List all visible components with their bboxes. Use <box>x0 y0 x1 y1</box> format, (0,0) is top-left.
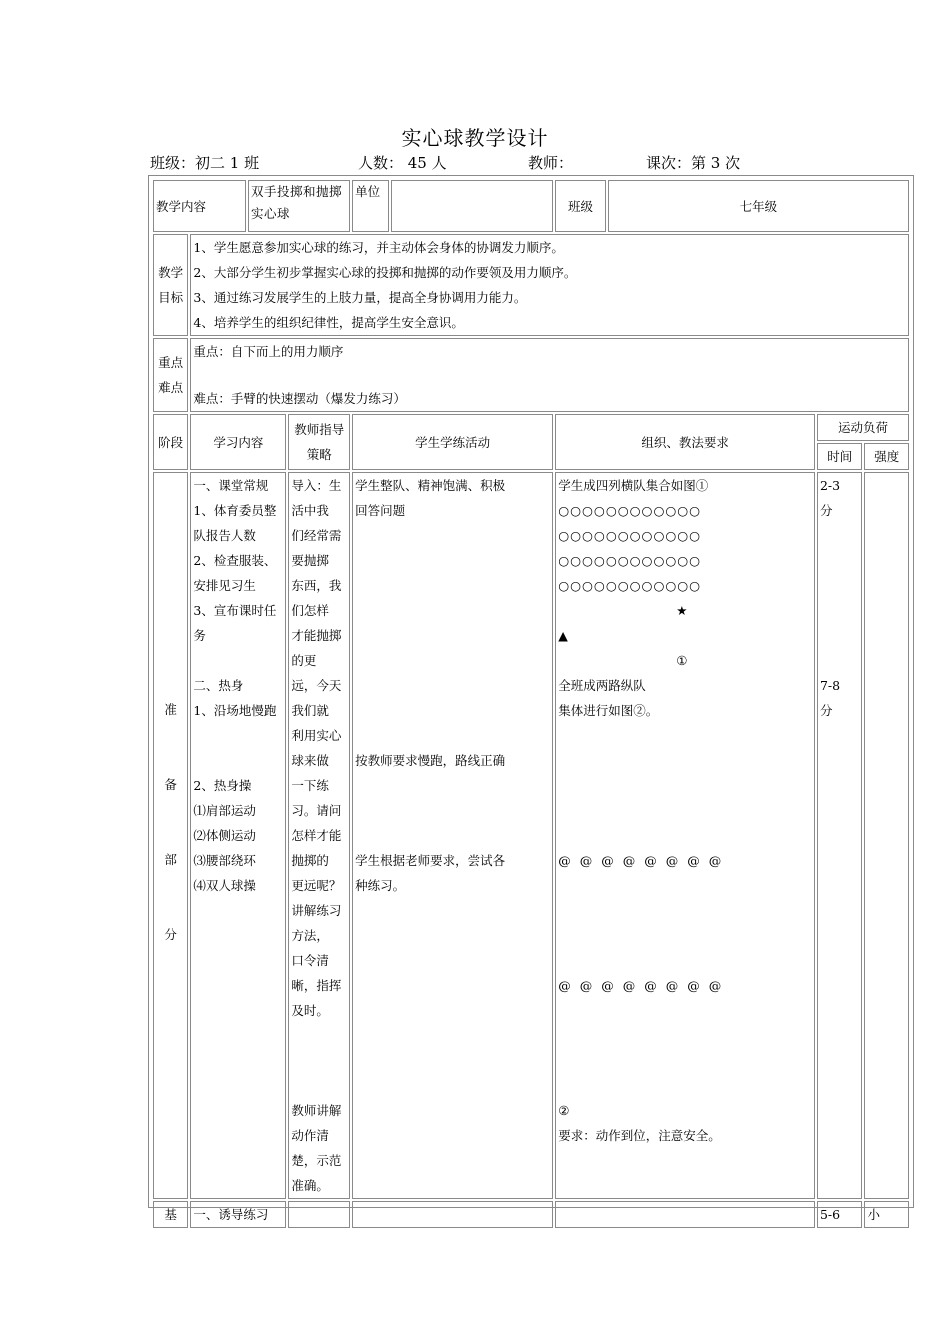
student-count: 人数： 45 人 <box>358 154 447 172</box>
prep-student-line: 学生根据老师要求，尝试各 <box>355 853 506 868</box>
lesson-plan-table-frame <box>148 175 914 1222</box>
prep-teacher-line: 讲解练习方法， <box>291 903 342 943</box>
class-info: 班级：初二 1 班 <box>150 154 260 172</box>
prep-content-line: 务 <box>193 628 206 643</box>
prep-content-line: 1、沿场地慢跑 <box>193 703 277 718</box>
formation-circle-row: ○○○○○○○○○○○○ <box>558 553 702 568</box>
basic-intensity: 小 <box>864 1201 909 1228</box>
prep-stage-char: 准 <box>164 702 177 717</box>
prep-teacher-line: 远，今天我们就 <box>291 678 342 718</box>
prep-teacher-line: 怎样才能抛掷的 <box>291 828 342 868</box>
prep-teacher-line: 东西，我们怎样 <box>291 578 342 618</box>
class-label: 班级 <box>555 180 606 232</box>
key-point: 重点：自下而上的用力顺序 <box>193 344 344 359</box>
unit-value <box>391 180 553 232</box>
prep-student-line: 回答问题 <box>355 503 406 518</box>
prep-content-line: ⑵体侧运动 <box>193 828 256 843</box>
prep-time-value: 2-3 <box>819 478 841 493</box>
row-preparation <box>153 472 909 1199</box>
basic-stage: 基 <box>153 1201 188 1228</box>
page-title: 实心球教学设计 <box>401 126 549 150</box>
formation-circle-row: ○○○○○○○○○○○○ <box>558 503 702 518</box>
formation-at-row: @ @ @ @ @ @ @ @ <box>558 853 722 868</box>
row-content <box>153 180 909 232</box>
goals-list <box>190 234 909 336</box>
goals-label <box>153 234 188 336</box>
goal-item: 2、大部分学生初步掌握实心球的投掷和抛掷的动作要领及用力顺序。 <box>193 265 577 280</box>
header-content: 学习内容 <box>190 414 286 470</box>
prep-student-line: 按教师要求慢跑，路线正确 <box>355 753 506 768</box>
prep-content-line: 安排见习生 <box>193 578 256 593</box>
prep-content-line: ⑶腰部绕环 <box>193 853 256 868</box>
header-org: 组织、教法要求 <box>555 414 815 470</box>
figure-1-label: ① <box>676 653 688 668</box>
row-goals <box>153 234 909 336</box>
figure-2-label: ② <box>558 1103 570 1118</box>
prep-teacher-line: 利用实心球来做 <box>291 728 342 768</box>
basic-org <box>555 1201 815 1228</box>
prep-time-value: 7-8 <box>819 678 841 693</box>
prep-content <box>190 472 286 1199</box>
difficult-point: 难点：手臂的快速摆动（爆发力练习） <box>193 391 406 406</box>
prep-content-line: 3、宣布课时任 <box>193 603 277 618</box>
basic-student <box>352 1201 553 1228</box>
formation-circle-row: ○○○○○○○○○○○○ <box>558 578 702 593</box>
prep-teacher-line: 更远呢？ <box>291 878 342 893</box>
goal-item: 4、培养学生的组织纪律性，提高学生安全意识。 <box>193 315 464 330</box>
header-teacher: 教师指导策略 <box>288 414 350 470</box>
row-basic <box>153 1201 909 1228</box>
content-value: 双手投掷和抛掷实心球 <box>248 180 350 232</box>
prep-teacher <box>288 472 350 1199</box>
prep-time <box>817 472 862 1199</box>
prep-teacher-line: 教师讲解动作清 <box>291 1103 342 1143</box>
prep-time-unit: 分 <box>819 703 833 718</box>
prep-content-line: 二、热身 <box>193 678 244 693</box>
goals-label-bottom: 目标 <box>158 290 184 305</box>
prep-organization <box>555 472 815 1199</box>
header-stage: 阶段 <box>153 414 188 470</box>
basic-content: 一、诱导练习 <box>190 1201 286 1228</box>
header-intensity: 强度 <box>864 443 909 470</box>
row-keypoints <box>153 338 909 412</box>
prep-teacher-line: 导入：生活中我 <box>291 478 342 518</box>
prep-content-line: 队报告人数 <box>193 528 256 543</box>
row-headers <box>153 414 909 441</box>
prep-teacher-line: 及时。 <box>291 1003 329 1018</box>
goal-item: 3、通过练习发展学生的上肢力量，提高全身协调用力能力。 <box>193 290 527 305</box>
basic-time: 5-6 <box>817 1201 862 1228</box>
prep-content-line: 2、检查服装、 <box>193 553 277 568</box>
prep-teacher-line: 们经常需要抛掷 <box>291 528 342 568</box>
keypoints-cell <box>190 338 909 412</box>
prep-teacher-line: 口令清晰，指挥 <box>291 953 342 993</box>
triangle-icon: ▲ <box>558 628 568 643</box>
prep-content-line: 一、课堂常规 <box>193 478 269 493</box>
header-time: 时间 <box>817 443 862 470</box>
formation-circle-row: ○○○○○○○○○○○○ <box>558 528 702 543</box>
header-load: 运动负荷 <box>817 414 909 441</box>
formation-at-row: @ @ @ @ @ @ @ @ <box>558 978 722 993</box>
teacher-star-icon: ★ <box>676 603 688 618</box>
prep-time-unit: 分 <box>819 503 833 518</box>
prep-stage-char: 备 <box>164 777 177 792</box>
prep-stage-char: 分 <box>164 927 177 942</box>
goal-item: 1、学生愿意参加实心球的练习，并主动体会身体的协调发力顺序。 <box>193 240 564 255</box>
header-student: 学生学练活动 <box>352 414 553 470</box>
lesson-plan-table <box>151 178 911 1230</box>
prep-content-line: 1、体育委员整 <box>193 503 277 518</box>
class-value: 七年级 <box>608 180 909 232</box>
keypoints-label-bottom: 难点 <box>158 380 184 395</box>
prep-intensity <box>864 472 909 1199</box>
class-info-line <box>150 152 910 174</box>
teacher-info: 教师： <box>528 154 574 172</box>
prep-teacher-line: 才能抛掷的更 <box>291 628 342 668</box>
lesson-number: 课次：第 3 次 <box>646 154 741 172</box>
prep-teacher-line: 楚，示范准确。 <box>291 1153 342 1193</box>
prep-student-line: 种练习。 <box>355 878 406 893</box>
prep-stage <box>153 472 188 1199</box>
prep-content-line: ⑴肩部运动 <box>193 803 256 818</box>
goals-label-top: 教学 <box>158 265 184 280</box>
prep-teacher-line: 一下练习。请问 <box>291 778 342 818</box>
org-intro: 学生成四列横队集合如图① <box>558 478 709 493</box>
keypoints-label-top: 重点 <box>158 355 184 370</box>
keypoints-label <box>153 338 188 412</box>
content-label: 教学内容 <box>153 180 246 232</box>
requirement: 要求：动作到位，注意安全。 <box>558 1128 721 1143</box>
prep-content-line: ⑷双人球操 <box>193 878 256 893</box>
unit-label: 单位 <box>352 180 389 232</box>
org-two-lines: 集体进行如图②。 <box>558 703 659 718</box>
prep-student <box>352 472 553 1199</box>
basic-teacher <box>288 1201 350 1228</box>
prep-content-line: 2、热身操 <box>193 778 252 793</box>
prep-stage-char: 部 <box>164 852 177 867</box>
org-two-lines: 全班成两路纵队 <box>558 678 646 693</box>
prep-student-line: 学生整队、精神饱满、积极 <box>355 478 506 493</box>
